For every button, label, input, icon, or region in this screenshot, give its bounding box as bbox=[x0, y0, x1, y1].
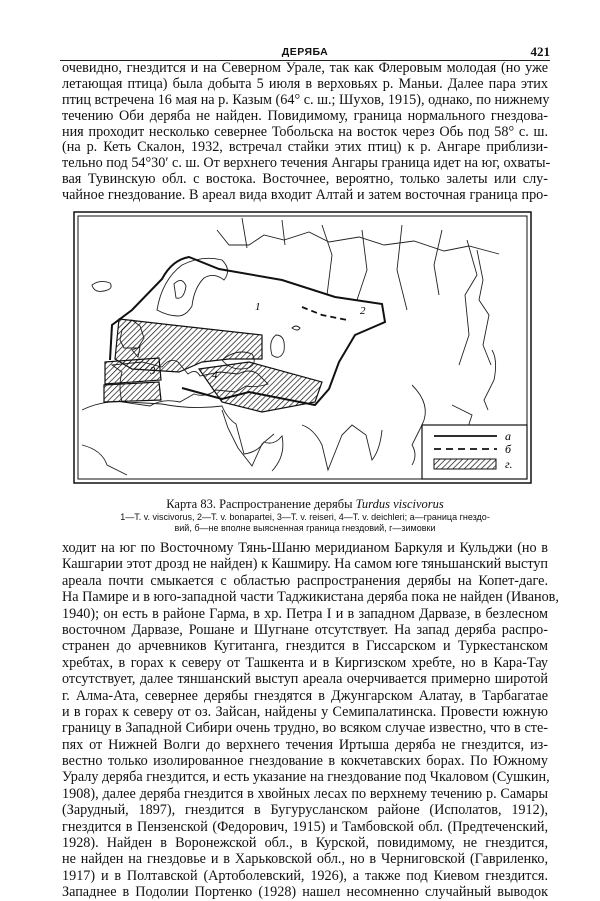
text-line: На Памире и в юго-западной части Таджикистана деряба пока не найден (Иванов, bbox=[62, 589, 559, 606]
text-line: (на р. Кеть Скалон, 1932, встречал стайки этих птиц) к р. Ангаре приблизи- bbox=[62, 139, 548, 156]
text-line: птиц встречена 16 мая на р. Казым (64° с. ш.; Шухов, 1915), однако, по нижнему bbox=[62, 91, 550, 108]
text-line: ния проходит несколько севернее Тобольска на восток через Обь под 58° с. ш. bbox=[62, 123, 548, 140]
paragraph-top bbox=[62, 60, 551, 204]
text-line: 1908), далее деряба гнездится в хвойных лесах по верхнему течению р. Самары bbox=[62, 785, 548, 802]
text-line: чайное гнездование. В ареал вида входит Алтай и затем восточная граница про- bbox=[62, 187, 548, 204]
caption-legend-line: 1—T. v. viscivorus, 2—T. v. bonapartei, 3—T. v. reiseri, 4—T. v. deichleri; а—граница гнездо- bbox=[120, 512, 490, 522]
distribution-map bbox=[72, 210, 533, 485]
text-line: г. Алма-Ата, севернее дерябы гнездятся в Джунгарском Алатау, в Тарбагатае bbox=[62, 687, 548, 704]
text-line: (Зарудный, 1897), гнездится в Бугурусланском районе (Исполатов, 1912), bbox=[62, 802, 548, 819]
caption-legend-line: вий, б—не вполне выясненная граница гнездовий, г—зимовки bbox=[174, 523, 436, 533]
text-line: и в горах к северу от оз. Зайсан, найдены у Семипалатинска. Провести южную bbox=[62, 703, 548, 720]
caption-species: Turdus viscivorus bbox=[355, 497, 444, 511]
text-line: отсутствует, далее тяншанский выступ ареала очерчивается примерно широтой bbox=[62, 671, 548, 688]
legend-key-a: а bbox=[505, 429, 511, 443]
page-number: 421 bbox=[530, 44, 550, 59]
running-title: ДЕРЯБА bbox=[281, 46, 329, 58]
text-line: тельно под 54°30′ с. ш. От верхнего течения Ангары граница идет на юг, охваты- bbox=[62, 155, 551, 172]
breeding-boundary-dashed bbox=[302, 307, 347, 320]
text-line: Кашгарии этот дрозд не найден) к Кашмиру. На самом юге тяньшанский выступ bbox=[62, 556, 549, 573]
text-line: вестно только изолированное гнездование в кокчетавских борах. По Южному bbox=[62, 753, 548, 770]
text-line: восточном Дарвазе, Рошане и Шугнане отсутствует. На запад деряба распро- bbox=[62, 621, 548, 638]
map-label-2: 2 bbox=[360, 305, 366, 317]
text-line: летающая птица) была добыта 5 июля в верховьях р. Маньи. Далее пара этих bbox=[62, 75, 548, 92]
legend-hatch-swatch bbox=[434, 459, 496, 469]
text-line: Западнее в Подолии Портенко (1928) нашел несомненно случайный выводок bbox=[62, 884, 548, 901]
legend-key-b: б bbox=[505, 442, 512, 456]
text-line: пях от Нижней Волги до верхнего течения Иртыша деряба не гнездится, из- bbox=[62, 736, 548, 753]
caption-prefix: Карта 83. Распространение дерябы bbox=[166, 497, 353, 511]
text-line: ходит на юг по Восточному Тянь-Шаню меридианом Баркуля и Кульджи (но в bbox=[62, 540, 548, 556]
text-line: не найден на гнездовье и в Харьковской обл., но в Черниговской (Гавриленко, bbox=[62, 851, 548, 868]
text-line: вая Тувинскую обл. с востока. Восточнее, вероятно, только залеты или слу- bbox=[62, 171, 548, 188]
wintering-areas bbox=[104, 319, 322, 412]
text-line: хребтах, в горах к северу от Ташкента и в Киргизском хребте, но в Кара-Тау bbox=[62, 654, 548, 671]
text-line: 1940); он есть в районе Гарма, в хр. Петра I и в западном Дарвазе, в безлесном bbox=[62, 605, 548, 622]
legend-key-g: г. bbox=[505, 457, 513, 471]
map-caption-title bbox=[62, 497, 548, 512]
text-line: 1917) и в Полтавской (Артоболевский, 1926), а также под Киевом гнездится. bbox=[62, 867, 548, 884]
text-line: ареала почти смыкается с областью распространения дерябы на Копет-даге. bbox=[62, 572, 548, 589]
running-header bbox=[60, 44, 550, 61]
text-line: 1928). Найден в Воронежской обл., в Курской, повидимому, не гнездится, bbox=[62, 835, 548, 852]
map-legend bbox=[422, 425, 527, 479]
text-line: странен до арчевников Кугитанга, гнездится в Гиссарском и Туркестанском bbox=[62, 638, 548, 655]
text-line: Уралу деряба гнездится, и есть указание на гнездование под Чкаловом (Сушкин, bbox=[62, 769, 550, 786]
map-label-1: 1 bbox=[255, 301, 261, 313]
text-line: течению Оби деряба не найден. Повидимому, граница нормального гнездова- bbox=[62, 107, 548, 124]
text-line: гнездится в Пензенской (Федорович, 1915) и Тамбовской обл. (Предтеченский, bbox=[62, 818, 548, 835]
text-line: границу в Западной Сибири очень трудно, во всяком случае известно, что в сте- bbox=[62, 720, 548, 737]
paragraph-bottom bbox=[62, 540, 559, 901]
map-caption-legend bbox=[62, 512, 548, 534]
text-line: очевидно, гнездится и на Северном Урале, так как Флеровым молодая (но уже bbox=[62, 60, 548, 76]
map-label-4: 4 bbox=[212, 369, 218, 381]
map-label-3: 3 bbox=[150, 365, 156, 377]
